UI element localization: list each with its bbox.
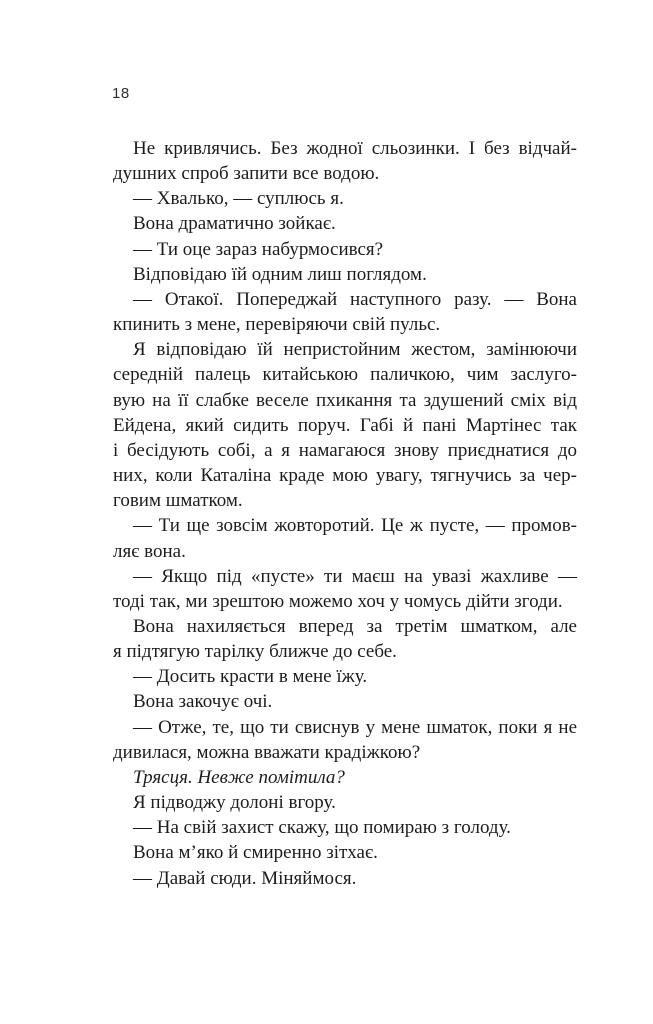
text-line: ляє вона. [113,540,186,562]
text-line: — Отже, те, що ти свиснув у мене шматок, поки я не [133,716,577,738]
text-line: Вона м’яко й смиренно зітхає. [133,842,378,864]
text-line: Я підводжу долоні вгору. [133,792,336,814]
text-line: — Якщо під «пусте» ти маєш на увазі жахливе — [133,565,577,587]
text-line: Вона драматично зойкає. [133,213,336,235]
text-line: Вона нахиляється вперед за третім шматком, але [133,615,577,637]
text-line: вую на її слабке веселе пхикання та здушений сміх від [113,389,577,411]
text-line: — Отакої. Попереджай наступного разу. — Вона [133,288,577,310]
page-number: 18 [112,85,130,102]
text-line: і бесідують собі, а я намагаюся знову приєднатися до [113,439,577,461]
text-line: Ейдена, який сидить поруч. Габі й пані Мартінес так [113,414,577,436]
text-line: душних спроб запити все водою. [113,163,380,185]
text-line: я підтягую тарілку ближче до себе. [113,641,397,663]
text-line: Вона закочує очі. [133,691,273,713]
text-line: них, коли Каталіна краде мою увагу, тягнучись за чер- [113,465,577,487]
text-line: Не кривлячись. Без жодної сльозинки. І без відчай- [133,138,577,159]
text-line: кпинить з мене, перевіряючи свій пульс. [113,314,441,336]
text-line: Відповідаю їй одним лиш поглядом. [133,263,427,285]
page-text [113,136,577,891]
text-line: дивилася, можна вважати крадіжкою? [113,741,421,763]
text-line: — Давай сюди. Міняймося. [133,867,357,889]
text-line: — Досить красти в мене їжу. [133,666,368,688]
text-line: — Хвалько, — суплюсь я. [133,188,344,210]
text-line: середній палець китайською паличкою, чим заслуго- [113,364,577,386]
text-line: тоді так, ми зрештою можемо хоч у чомусь дійти згоди. [113,590,563,612]
text-line: Я відповідаю їй непристойним жестом, замінюючи [133,339,577,361]
text-line: — Ти ще зовсім жовторотий. Це ж пусте, — промов- [133,515,577,537]
text-line: Трясця. Невже помітила? [133,766,345,788]
text-line: говим шматком. [113,490,243,512]
text-line: — На свій захист скажу, що помираю з голоду. [133,817,511,839]
text-line: — Ти оце зараз набурмосився? [133,238,384,260]
